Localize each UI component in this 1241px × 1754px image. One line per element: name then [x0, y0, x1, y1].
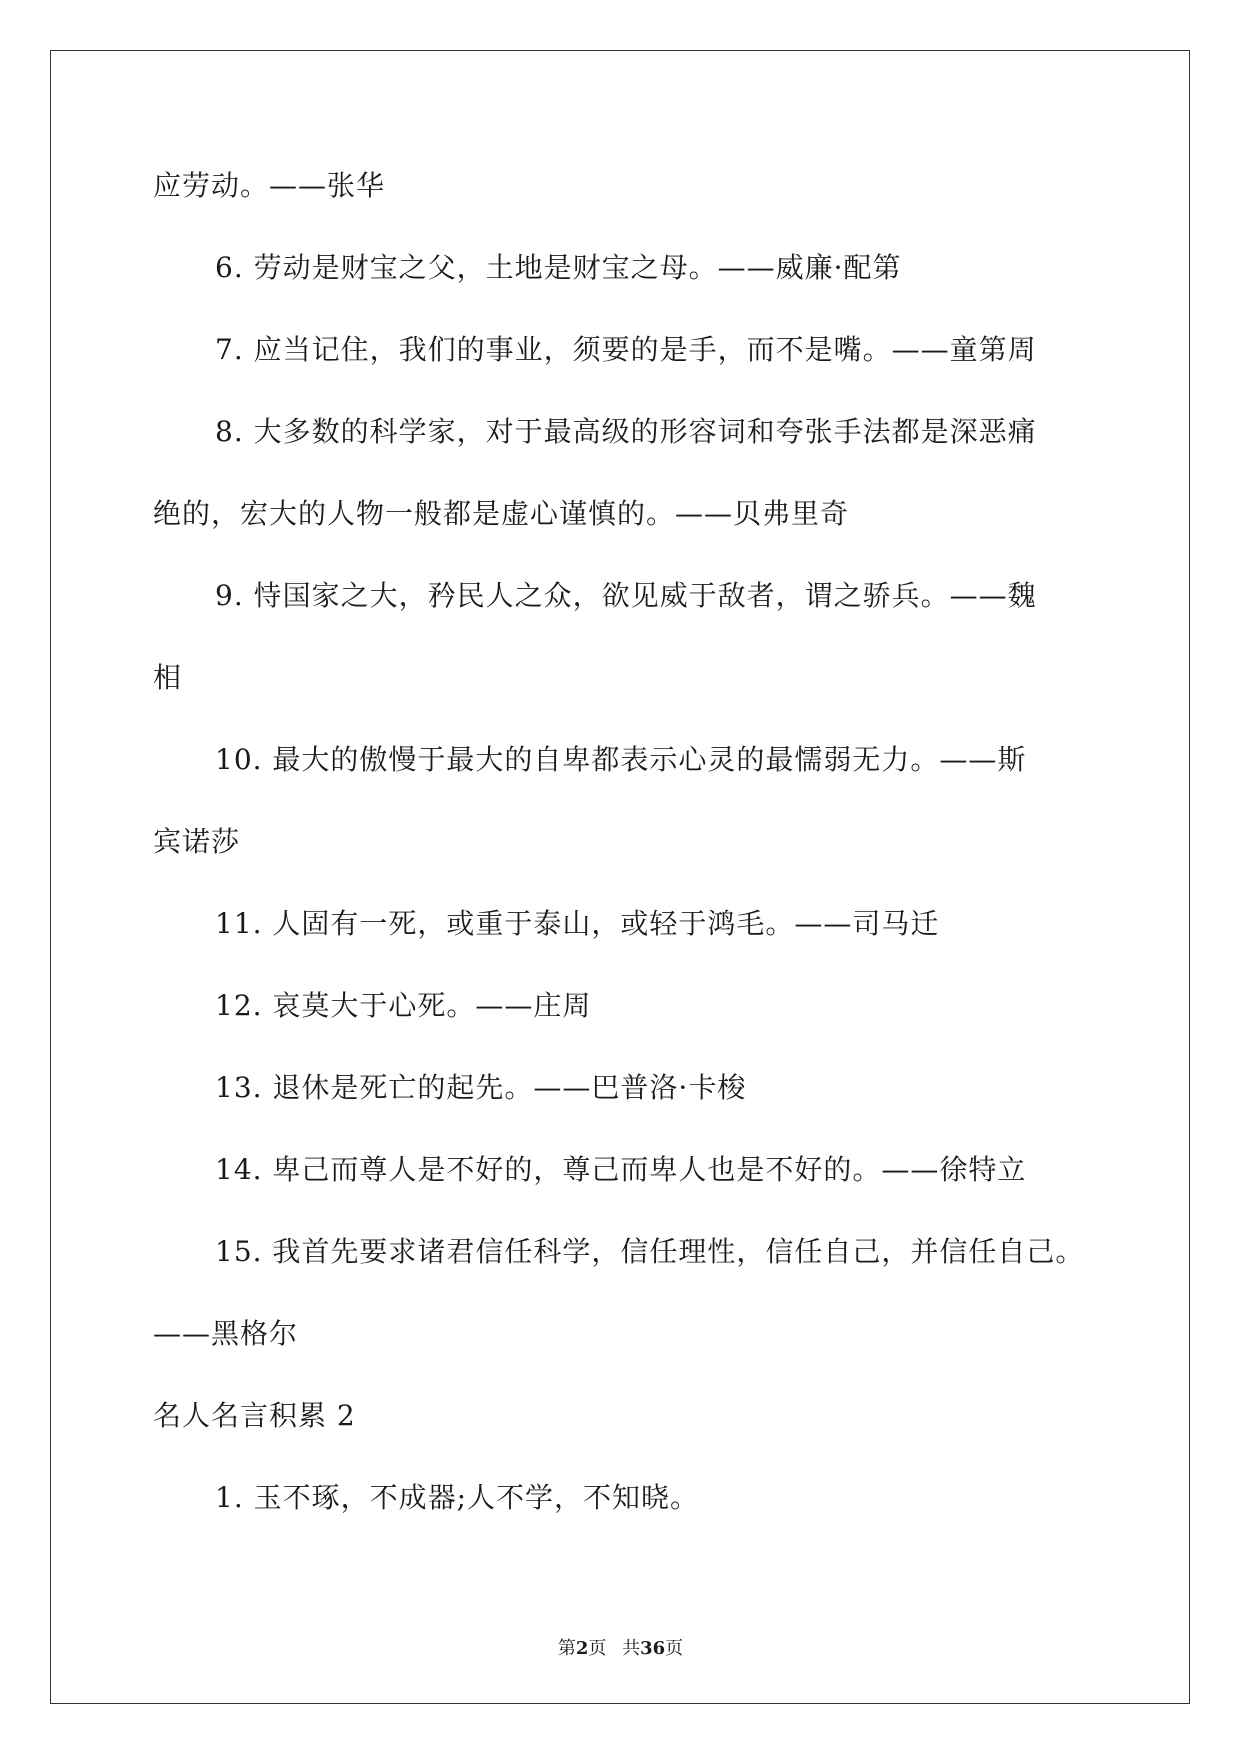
text-line: ——黑格尔: [153, 1317, 299, 1350]
page-border: [50, 50, 1190, 1704]
quote-item: 7. 应当记住，我们的事业，须要的是手，而不是嘴。——童第周: [215, 333, 1037, 366]
quote-item: 9. 恃国家之大，矜民人之众，欲见威于敌者，谓之骄兵。——魏: [215, 579, 1037, 612]
quote-item: 6. 劳动是财宝之父，土地是财宝之母。——威廉·配第: [215, 251, 902, 284]
total-pages-label: 共36页: [622, 1638, 684, 1659]
text-line: 相: [153, 661, 183, 694]
quote-item: 11. 人固有一死，或重于泰山，或轻于鸿毛。——司马迁: [215, 907, 940, 940]
section-heading: 名人名言积累 2: [153, 1399, 356, 1432]
quote-item: 12. 哀莫大于心死。——庄周: [215, 989, 592, 1022]
quote-item: 8. 大多数的科学家，对于最高级的形容词和夸张手法都是深恶痛: [215, 415, 1037, 448]
page-footer: [0, 1634, 1241, 1660]
text-line: 应劳动。——张华: [153, 169, 386, 202]
quote-item: 10. 最大的傲慢于最大的自卑都表示心灵的最懦弱无力。——斯: [215, 743, 1027, 776]
quote-item: 14. 卑己而尊人是不好的，尊己而卑人也是不好的。——徐特立: [215, 1153, 1027, 1186]
quote-item: 1. 玉不琢，不成器;人不学，不知晓。: [215, 1481, 700, 1514]
quote-item: 15. 我首先要求诸君信任科学，信任理性，信任自己，并信任自己。: [215, 1235, 1085, 1268]
text-line: 宾诺莎: [153, 825, 241, 858]
page-number-label: 第2页: [557, 1638, 607, 1659]
quote-item: 13. 退休是死亡的起先。——巴普洛·卡梭: [215, 1071, 747, 1104]
text-line: 绝的，宏大的人物一般都是虚心谨慎的。——贝弗里奇: [153, 497, 850, 530]
